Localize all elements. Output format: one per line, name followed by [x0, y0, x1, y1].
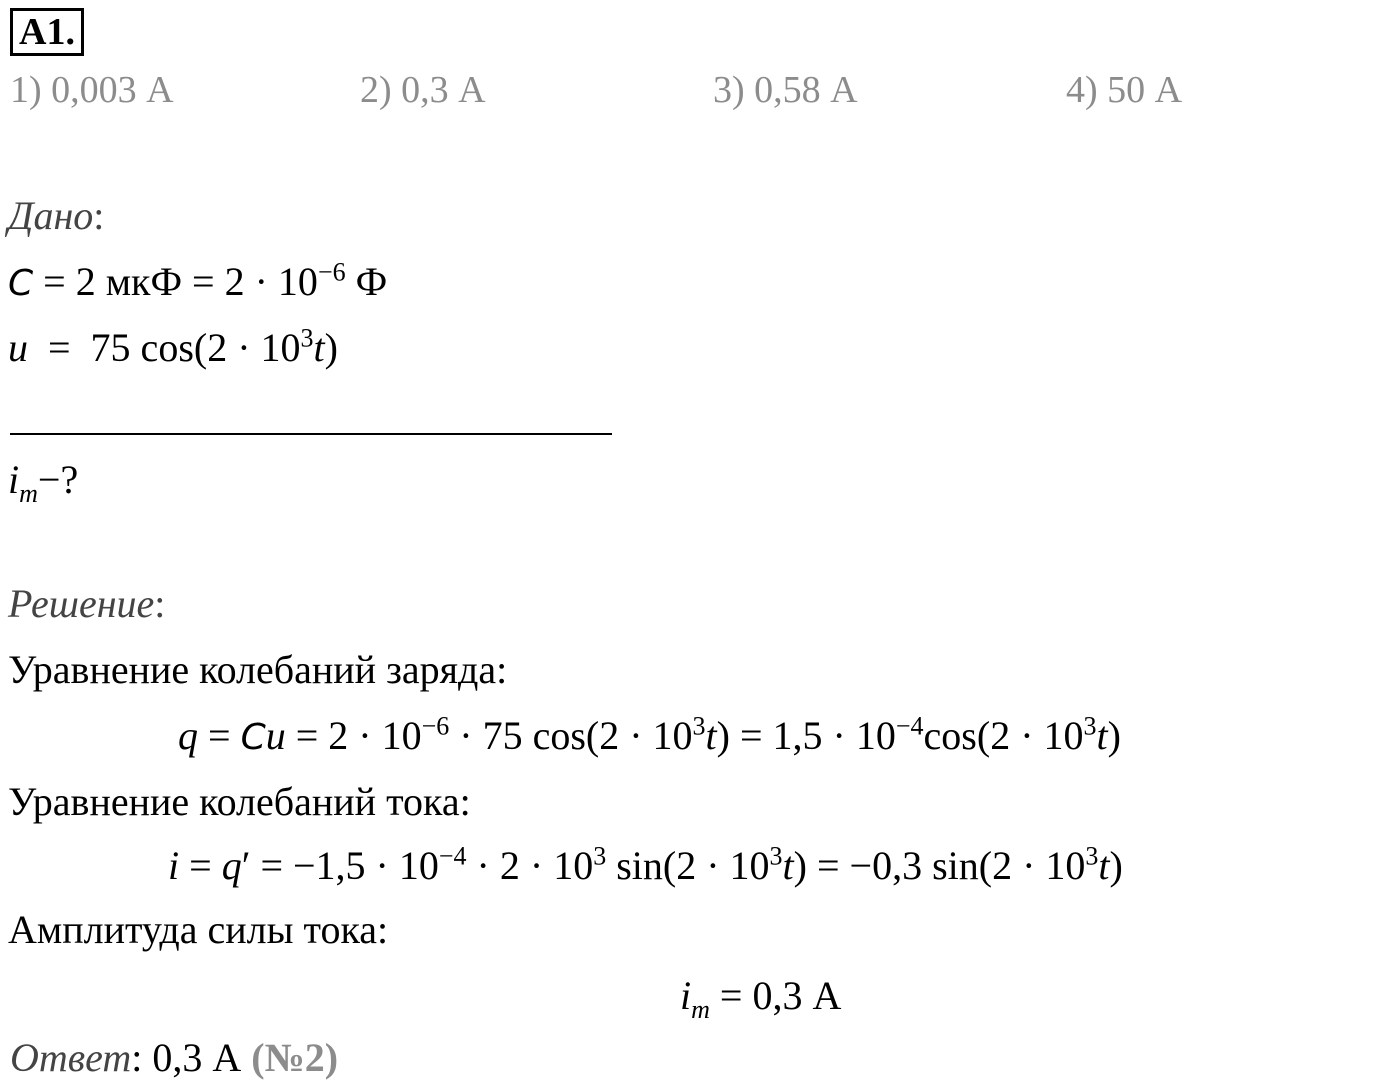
answer-label: Ответ — [10, 1035, 132, 1080]
option-1: 1) 0,003 А — [10, 69, 174, 111]
given-heading: Дано: — [8, 193, 105, 238]
solution-heading: Решение: — [8, 581, 166, 626]
capacitance-equation: C = 2 мкФ = $2 \cdot 10^{-6}$ Ф — [8, 257, 388, 304]
divider-line — [10, 433, 612, 435]
charge-equation: $q = Cu = 2 \cdot 10^{-6} \cdot 75$ $\cos(2 \cdot 10^3t) = 1,5 \cdot 10^{-4}\cos(2 \cdot 10^3t)$ — [178, 711, 1121, 758]
option-2: 2) 0,3 А — [360, 69, 486, 111]
current-heading: Уравнение колебаний тока: — [8, 779, 471, 824]
task-label: A1. — [10, 8, 84, 56]
answer-number: (№2) — [251, 1035, 339, 1080]
answer-value: 0,3 А — [142, 1035, 252, 1080]
voltage-equation: u = 75 $\cos(2 \cdot 10^3t)$ — [8, 323, 338, 370]
unknown-quantity: $i_m-$? — [8, 457, 79, 509]
option-3: 3) 0,58 А — [713, 69, 858, 111]
current-equation: $i = q' = -1,5 \cdot 10^{-4} \cdot 2 \cdot 10^3$ $\sin(2 \cdot 10^3t) = -0,3$ $\sin(2 \cdot 10^3t)$ — [168, 841, 1123, 888]
amplitude-equation: $i_m = 0,3$ А — [680, 973, 842, 1025]
option-4: 4) 50 А — [1066, 69, 1183, 111]
answer-line: Ответ: 0,3 А (№2) — [10, 1035, 339, 1080]
amplitude-heading: Амплитуда силы тока: — [8, 907, 389, 952]
charge-heading: Уравнение колебаний заряда: — [8, 647, 508, 692]
